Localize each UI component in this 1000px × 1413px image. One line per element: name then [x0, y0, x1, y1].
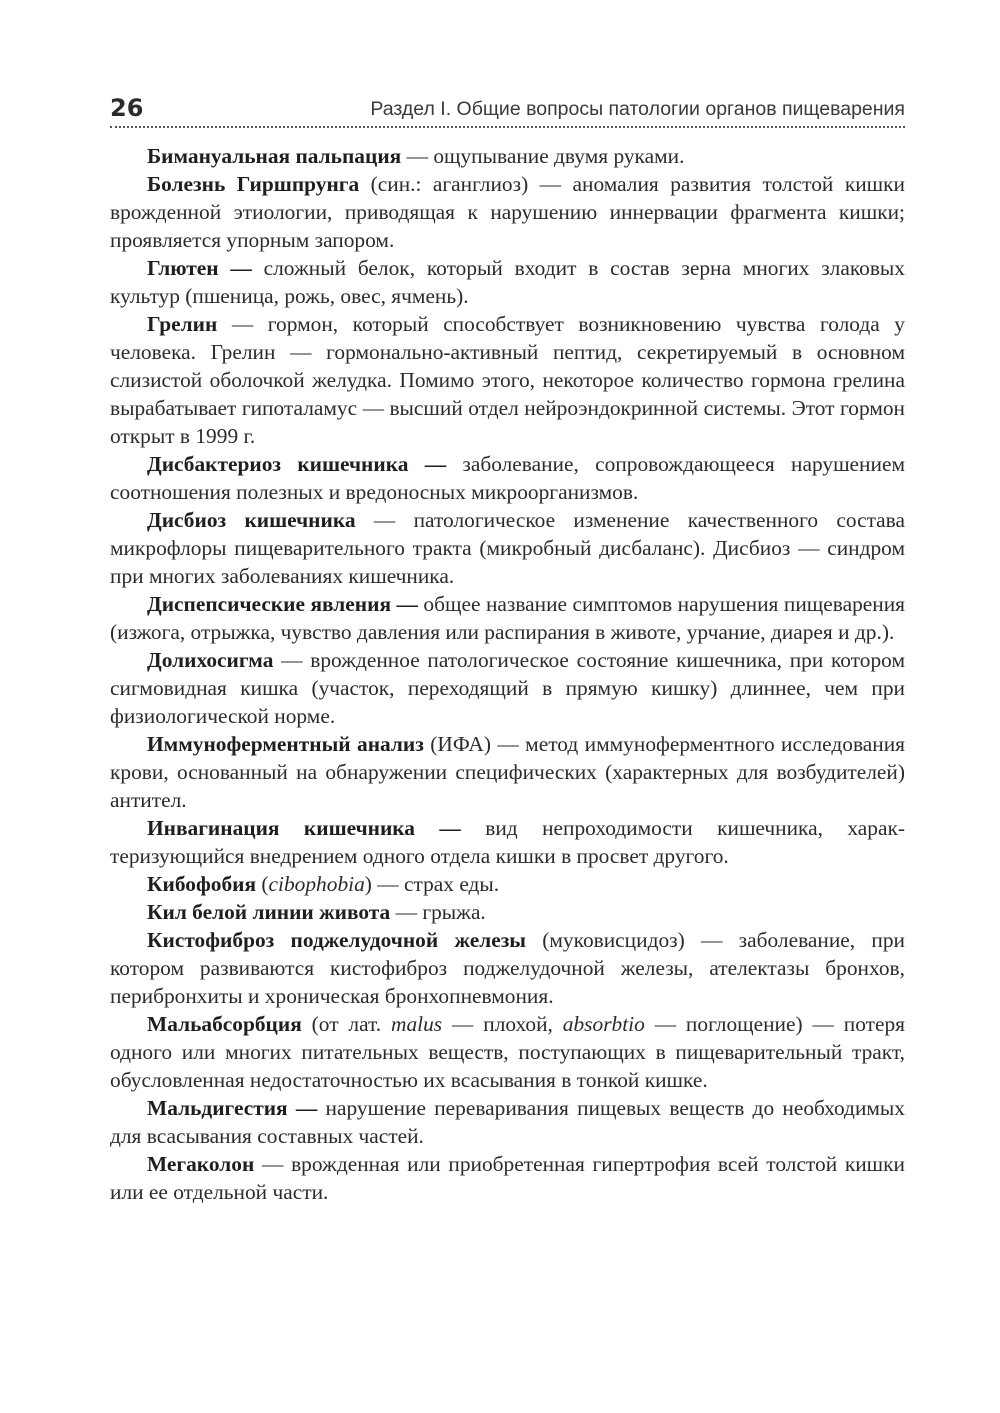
glossary-entry [110, 898, 905, 926]
glossary-term: Кил белой линии живота [147, 900, 391, 924]
glossary-definition: заболевание, сопровождающееся нарушением соотношения полезных и вредоносных микроорганизмов. [110, 452, 905, 504]
glossary-term: Мальдигестия — [147, 1096, 318, 1120]
glossary-entry [110, 310, 905, 450]
glossary-term: Болезнь Гиршпрунга [147, 172, 360, 196]
glossary-term: Грелин [147, 312, 218, 336]
glossary-term: Мегаколон [147, 1152, 255, 1176]
latin-term: absorbtio [562, 1012, 645, 1036]
page-header [110, 93, 905, 127]
glossary-term: Дисбактериоз кишечника — [147, 452, 447, 476]
glossary-definition: — врожденная или приобретенная гипертрофия всей толстой кишки или ее отдельной части. [110, 1152, 905, 1204]
glossary-term: Диспепсические явления — [147, 592, 418, 616]
latin-term: malus [391, 1012, 443, 1036]
glossary-entry [110, 1094, 905, 1150]
glossary-term: Дисбиоз кишечника [147, 508, 356, 532]
glossary-term: Долихосигма [147, 648, 274, 672]
glossary-definition: — патологическое изменение качественного состава микрофлоры пищеварительного тракта (микробный дисбаланс). Дисбиоз — синдром при многих заболеваниях кишечника. [110, 508, 905, 588]
glossary-term: Инвагинация кишечника — [147, 816, 461, 840]
glossary-entry [110, 506, 905, 590]
glossary-term: Иммуноферментный анализ [147, 732, 424, 756]
glossary-entry [110, 814, 905, 870]
glossary-definition-middle: — плохой, [442, 1012, 563, 1036]
glossary-definition: — ощупывание двумя руками. [401, 144, 685, 168]
glossary-entry [110, 730, 905, 814]
glossary-definition: общее название симптомов нарушения пищеварения (изжога, отрыжка, чувство давления или распирания в животе, урчание, диарея и др.). [110, 592, 905, 644]
glossary-definition: сложный белок, который входит в состав зерна многих злаковых культур (пшеница, рожь, овес, ячмень). [110, 256, 905, 308]
glossary-definition: (ИФА) — метод иммуноферментного исследования крови, основанный на обнаружении специфических (характерных для возбудителей) антител. [110, 732, 905, 812]
glossary-entry [110, 590, 905, 646]
page-number: 26 [110, 94, 144, 122]
latin-term: cibophobia [268, 872, 365, 896]
glossary-entry [110, 142, 905, 170]
glossary-definition: — врожденное патологическое состояние кишечника, при котором сигмовидная кишка (участок, переходящий в прямую кишку) длиннее, чем при физиологической норме. [110, 648, 905, 728]
glossary-definition: (муковисцидоз) — заболевание, при котором развиваются кистофиброз поджелудочной железы, ателектазы бронхов, перибронхиты и хроническая бронхопневмония. [110, 928, 905, 1008]
glossary-entry [110, 254, 905, 310]
glossary-definition-prefix: ( [256, 872, 269, 896]
glossary-term: Кистофиброз поджелудочной железы [147, 928, 526, 952]
glossary-entry [110, 870, 905, 898]
glossary-entry [110, 1150, 905, 1206]
glossary-definition: — грыжа. [390, 900, 486, 924]
glossary-term: Кибофобия [147, 872, 257, 896]
glossary-definition: нарушение переваривания пищевых веществ до необходимых для всасывания составных частей. [110, 1096, 905, 1148]
glossary-definition-prefix: (от лат. [301, 1012, 391, 1036]
glossary-entry [110, 646, 905, 730]
glossary-entry [110, 450, 905, 506]
glossary-definition: — поглощение) — потеря одного или многих питательных веществ, поступающих в пищеварительный тракт, обусловленная недостаточностью их всасывания в тонкой кишке. [110, 1012, 905, 1092]
header-dotted-rule [110, 126, 905, 128]
glossary-term: Бимануальная пальпация [147, 144, 402, 168]
glossary-definition: — гормон, который способствует возникновению чувства голода у человека. Грелин — гормонально-активный пептид, секретируемый в основном слизистой оболочкой желудка. Помимо этого, некоторое количество гормона грелина вырабатывает гипоталамус — высший отдел нейроэндокринной системы. Этот гормон открыт в 1999 г. [110, 312, 905, 448]
glossary-definition: (син.: аганглиоз) — аномалия развития толстой кишки врожденной этиологии, приводящая к нарушению иннервации фрагмента кишки; проявляется упорным запором. [110, 172, 905, 252]
glossary-term: Мальабсорбция [147, 1012, 302, 1036]
running-title: Раздел I. Общие вопросы патологии органов пищеварения [370, 98, 905, 120]
glossary-term: Глютен — [147, 256, 252, 280]
glossary-entry [110, 926, 905, 1010]
glossary-definition: ) — страх еды. [364, 872, 500, 896]
glossary-entry [110, 1010, 905, 1094]
glossary-definition: вид непроходимости кишечника, характеризующийся внедрением одного отдела кишки в просвет другого. [110, 816, 905, 868]
glossary-body [110, 142, 905, 1206]
glossary-entry [110, 170, 905, 254]
